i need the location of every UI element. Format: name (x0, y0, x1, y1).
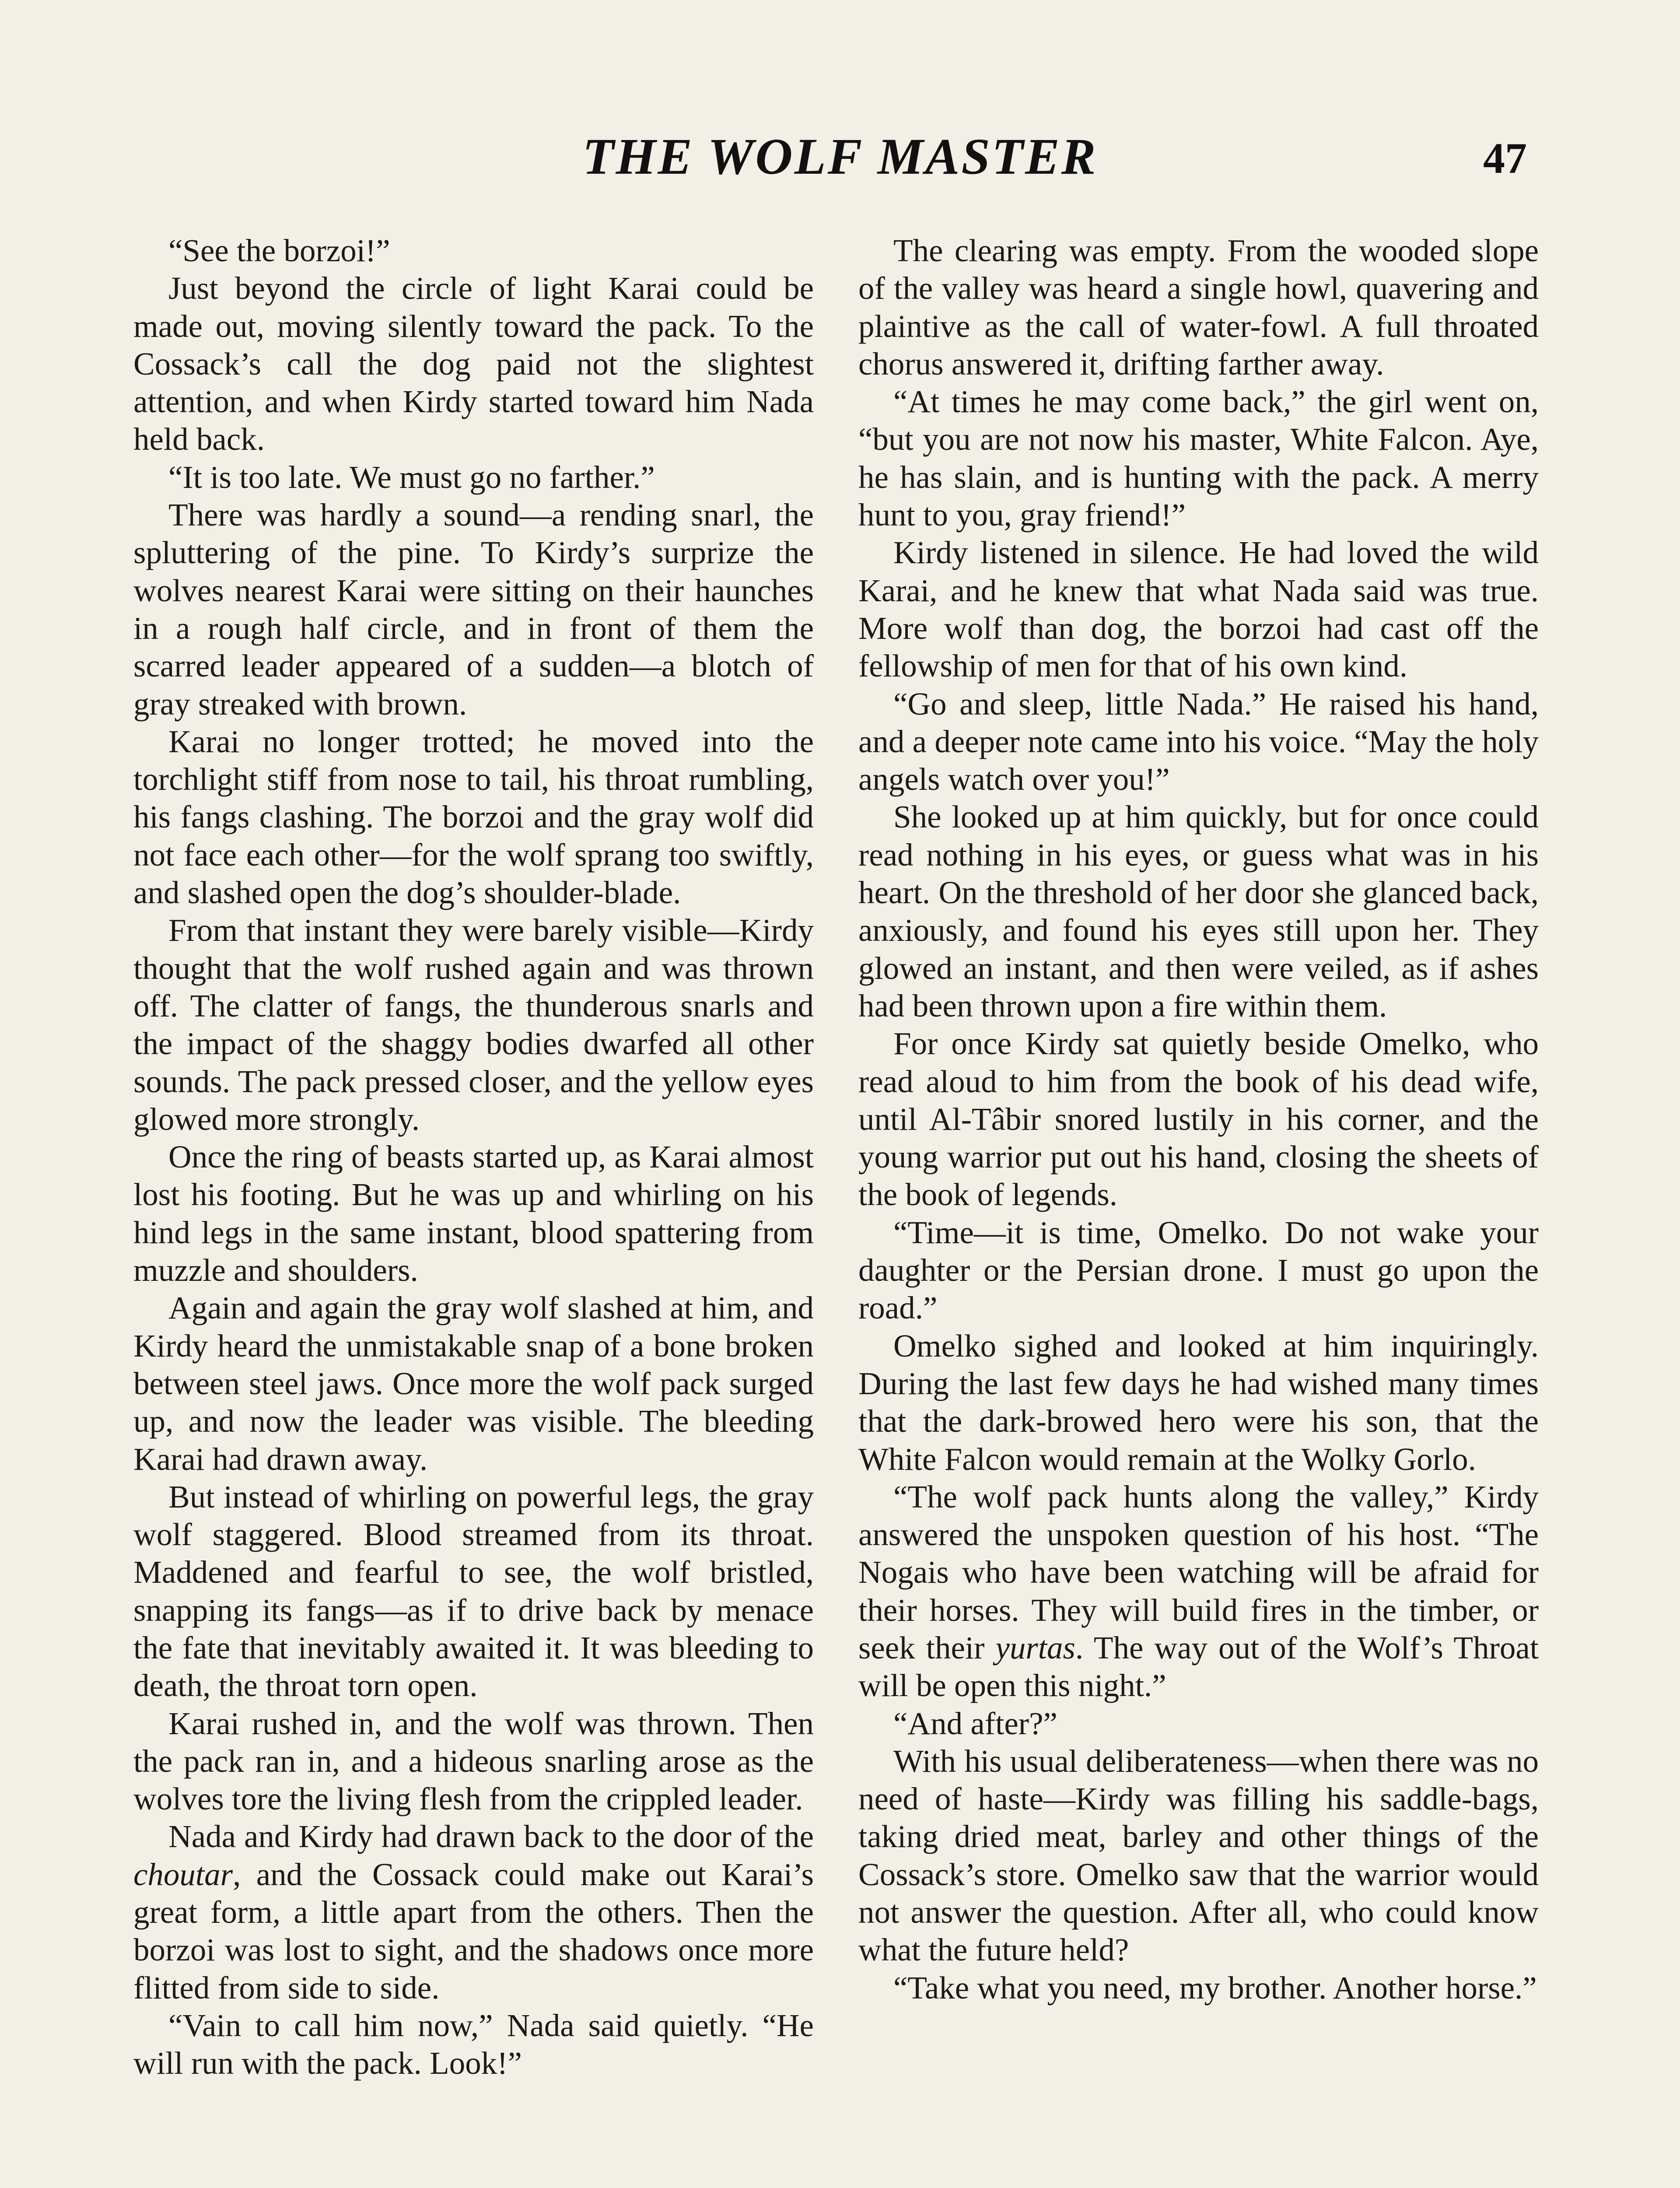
left-column (133, 232, 814, 2083)
paragraph: The clearing was empty. From the wooded slope of the valley was heard a single howl, quavering and plaintive as the call of water-fowl. A full throated chorus answered it, drifting farther away. (858, 233, 1539, 382)
right-column (858, 232, 1539, 2007)
page-number: 47 (1483, 134, 1527, 182)
paragraph: Karai rushed in, and the wolf was thrown. Then the pack ran in, and a hideous snarling arose as the wolves tore the living flesh from the crippled leader. (133, 1705, 814, 1817)
paragraph: She looked up at him quickly, but for once could read nothing in his eyes, or guess what was in his heart. On the threshold of her door she glanced back, anxiously, and found his eyes still upon her. They glowed an instant, and then were veiled, as if ashes had been thrown upon a fire within them. (858, 799, 1539, 1024)
page-header (0, 127, 1680, 214)
paragraph: “Take what you need, my brother. Another horse.” (893, 1970, 1537, 2006)
paragraph: Once the ring of beasts started up, as Karai almost lost his footing. But he was up and whirling on his hind legs in the same instant, blood spattering from muzzle and shoulders. (133, 1139, 814, 1288)
paragraph: Nada and Kirdy had drawn back to the door of the choutar, and the Cossack could make out Karai’s great form, a little apart from the others. Then the borzoi was lost to sight, and the shadows once more flitted from side to side. (133, 1819, 814, 2006)
paragraph: Omelko sighed and looked at him inquiringly. During the last few days he had wished many times that the dark-browed hero were his son, that the White Falcon would remain at the Wolky Gorlo. (858, 1328, 1539, 1477)
paragraph: With his usual deliberateness—when there was no need of haste—Kirdy was filling his saddle-bags, taking dried meat, barley and other things of the Cossack’s store. Omelko saw that the warrior would not answer the question. After all, who could know what the future held? (858, 1743, 1539, 1968)
paragraph: “Go and sleep, little Nada.” He raised his hand, and a deeper note came into his voice. “May the holy angels watch over you!” (858, 686, 1539, 797)
running-title: THE WOLF MASTER (582, 128, 1098, 185)
paragraph: “Vain to call him now,” Nada said quietly. “He will run with the pack. Look!” (133, 2007, 814, 2081)
paragraph: There was hardly a sound—a rending snarl, the spluttering of the pine. To Kirdy’s surprize the wolves nearest Karai were sitting on their haunches in a rough half circle, and in front of them the scarred leader appeared of a sudden—a blotch of gray streaked with brown. (133, 497, 814, 722)
paragraph: “And after?” (893, 1705, 1057, 1741)
paragraph: Again and again the gray wolf slashed at him, and Kirdy heard the unmistakable snap of a bone broken between steel jaws. Once more the wolf pack surged up, and now the leader was visible. The bleeding Karai had drawn away. (133, 1290, 814, 1477)
paragraph: “Time—it is time, Omelko. Do not wake your daughter or the Persian drone. I must go upon the road.” (858, 1214, 1539, 1326)
paragraph: From that instant they were barely visible—Kirdy thought that the wolf rushed again and was thrown off. The clatter of fangs, the thunderous snarls and the impact of the shaggy bodies dwarfed all other sounds. The pack pressed closer, and the yellow eyes glowed more strongly. (133, 912, 814, 1137)
paragraph: Just beyond the circle of light Karai could be made out, moving silently toward the pack. To the Cossack’s call the dog paid not the slightest attention, and when Kirdy started toward him Nada held back. (133, 270, 814, 457)
paragraph: But instead of whirling on powerful legs, the gray wolf staggered. Blood streamed from its throat. Maddened and fearful to see, the wolf bristled, snapping its fangs—as if to drive back by menace the fate that inevitably awaited it. It was bleeding to death, the throat torn open. (133, 1479, 814, 1704)
paragraph: “At times he may come back,” the girl went on, “but you are not now his master, White Falcon. Aye, he has slain, and is hunting with the pack. A merry hunt to you, gray friend!” (858, 384, 1539, 533)
paragraph: “See the borzoi!” (168, 233, 390, 268)
paragraph: Kirdy listened in silence. He had loved the wild Karai, and he knew that what Nada said was true. More wolf than dog, the borzoi had cast off the fellowship of men for that of his own kind. (858, 535, 1539, 684)
paragraph: “It is too late. We must go no farther.” (168, 459, 655, 495)
paragraph: For once Kirdy sat quietly beside Omelko, who read aloud to him from the book of his dead wife, until Al-Tâbir snored lustily in his corner, and the young warrior put out his hand, closing the sheets of the book of legends. (858, 1026, 1539, 1213)
paragraph: “The wolf pack hunts along the valley,” Kirdy answered the unspoken question of his host. “The Nogais who have been watching will be afraid for their horses. They will build fires in the timber, or seek their yurtas. The way out of the Wolf’s Throat will be open this night.” (858, 1479, 1539, 1704)
paragraph: Karai no longer trotted; he moved into the torchlight stiff from nose to tail, his throat rumbling, his fangs clashing. The borzoi and the gray wolf did not face each other—for the wolf sprang too swiftly, and slashed open the dog’s shoulder-blade. (133, 723, 814, 911)
